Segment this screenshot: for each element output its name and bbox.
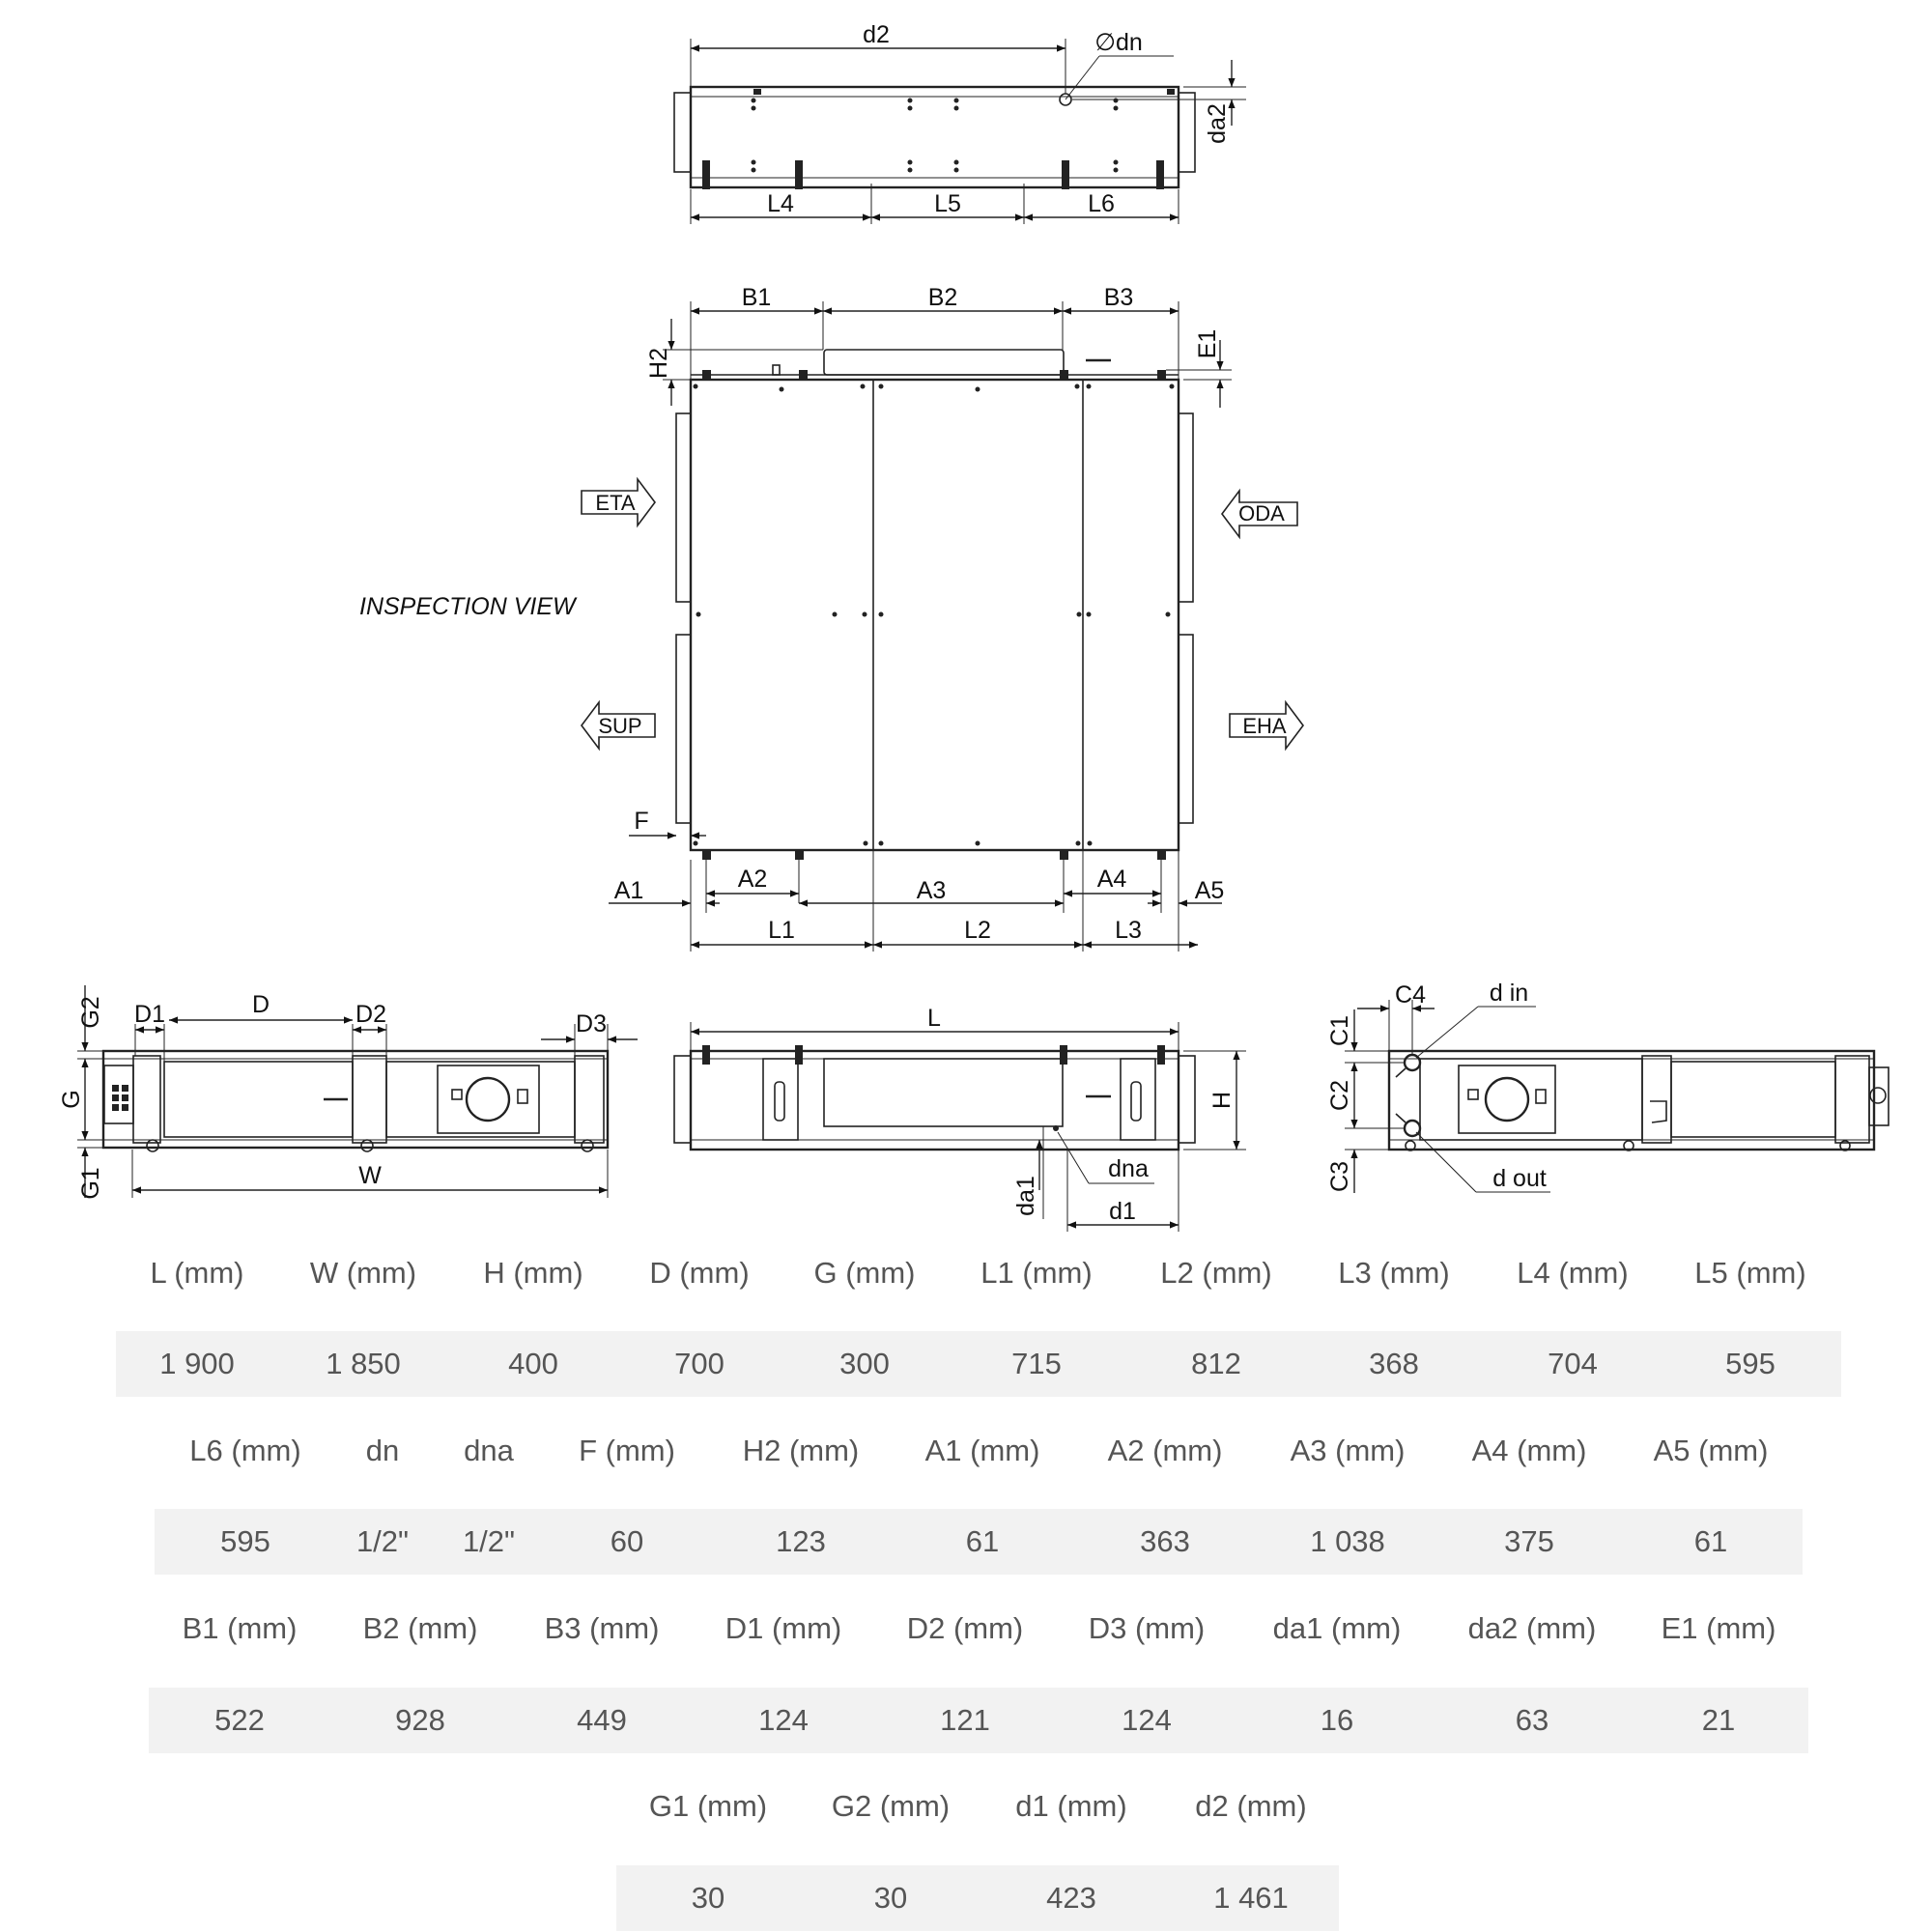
label-C1: C1: [1326, 1015, 1353, 1046]
header-cell: A3 (mm): [1290, 1434, 1406, 1467]
label-L1: L1: [768, 917, 795, 944]
label-B1: B1: [741, 284, 772, 311]
table-value-row-1: [116, 1331, 1841, 1397]
label-C3: C3: [1326, 1161, 1353, 1192]
label-D3: D3: [576, 1010, 607, 1037]
header-cell: d2 (mm): [1195, 1789, 1307, 1823]
label-d-in: d in: [1489, 980, 1529, 1007]
value-cell: 449: [577, 1703, 627, 1737]
header-cell: A2 (mm): [1107, 1434, 1223, 1467]
inspection-view: [359, 284, 1303, 952]
header-cell: E1 (mm): [1661, 1611, 1776, 1645]
header-cell: L2 (mm): [1160, 1256, 1272, 1290]
value-cell: 595: [220, 1524, 270, 1558]
label-D2: D2: [355, 1001, 386, 1028]
label-da1: da1: [1012, 1176, 1039, 1216]
value-cell: 715: [1011, 1347, 1062, 1380]
value-cell: 928: [395, 1703, 445, 1737]
label-A4: A4: [1096, 866, 1127, 893]
header-cell: L (mm): [150, 1256, 244, 1290]
value-cell: 30: [873, 1881, 908, 1915]
header-cell: dn: [365, 1434, 400, 1467]
header-cell: da1 (mm): [1272, 1611, 1402, 1645]
table-value-row-4: [616, 1865, 1339, 1931]
label-d1: d1: [1109, 1198, 1136, 1225]
label-G1: G1: [77, 1167, 104, 1200]
header-cell: F (mm): [579, 1434, 675, 1467]
table-header-row-3: [0, 1602, 1932, 1660]
label-B3: B3: [1103, 284, 1134, 311]
header-cell: W (mm): [309, 1256, 417, 1290]
value-cell: 1/2": [355, 1524, 410, 1558]
table-header-row-2: [0, 1424, 1932, 1482]
table-header-row-4: [0, 1779, 1932, 1837]
label-L4: L4: [767, 190, 794, 217]
label-H: H: [1208, 1091, 1236, 1110]
value-cell: 400: [508, 1347, 558, 1380]
label-dn: ∅dn: [1094, 29, 1143, 56]
header-cell: A1 (mm): [924, 1434, 1040, 1467]
label-G2: G2: [77, 996, 104, 1029]
label-C4: C4: [1395, 981, 1426, 1009]
value-cell: 61: [1693, 1524, 1728, 1558]
value-cell: 63: [1515, 1703, 1549, 1737]
value-cell: 363: [1140, 1524, 1190, 1558]
header-cell: L4 (mm): [1517, 1256, 1629, 1290]
value-cell: 16: [1320, 1703, 1354, 1737]
header-cell: D2 (mm): [906, 1611, 1024, 1645]
header-cell: L1 (mm): [980, 1256, 1093, 1290]
label-D: D: [251, 991, 270, 1018]
left-side-view: [58, 985, 638, 1200]
header-cell: d1 (mm): [1015, 1789, 1127, 1823]
label-A3: A3: [916, 877, 947, 904]
header-cell: A4 (mm): [1471, 1434, 1587, 1467]
header-cell: H2 (mm): [742, 1434, 860, 1467]
flow-eta: ETA: [595, 491, 636, 515]
header-cell: D3 (mm): [1088, 1611, 1206, 1645]
header-cell: G1 (mm): [648, 1789, 768, 1823]
value-cell: 375: [1504, 1524, 1554, 1558]
header-cell: G (mm): [813, 1256, 916, 1290]
header-cell: L5 (mm): [1694, 1256, 1806, 1290]
value-cell: 124: [758, 1703, 809, 1737]
header-cell: L3 (mm): [1338, 1256, 1450, 1290]
flow-sup: SUP: [598, 714, 642, 738]
value-cell: 1 038: [1310, 1524, 1385, 1558]
label-A2: A2: [737, 866, 768, 893]
label-H2: H2: [645, 348, 672, 379]
header-cell: L6 (mm): [189, 1434, 301, 1467]
header-cell: B1 (mm): [182, 1611, 298, 1645]
value-cell: 595: [1725, 1347, 1776, 1380]
header-cell: D1 (mm): [724, 1611, 842, 1645]
value-cell: 812: [1191, 1347, 1241, 1380]
value-cell: 1 900: [159, 1347, 235, 1380]
label-W: W: [358, 1162, 382, 1189]
header-cell: da2 (mm): [1467, 1611, 1597, 1645]
label-d-out: d out: [1492, 1165, 1547, 1192]
header-cell: G2 (mm): [831, 1789, 951, 1823]
value-cell: 300: [839, 1347, 890, 1380]
table-value-row-2: [155, 1509, 1803, 1575]
header-cell: B3 (mm): [544, 1611, 660, 1645]
table-header-row-1: [0, 1246, 1932, 1304]
label-G: G: [58, 1090, 85, 1109]
flow-eha: EHA: [1242, 714, 1287, 738]
label-L3: L3: [1115, 917, 1142, 944]
header-cell: dna: [464, 1434, 514, 1467]
label-L: L: [927, 1005, 941, 1032]
header-cell: D (mm): [649, 1256, 750, 1290]
value-cell: 61: [965, 1524, 1000, 1558]
value-cell: 1/2": [462, 1524, 516, 1558]
label-A1: A1: [613, 877, 644, 904]
value-cell: 30: [691, 1881, 725, 1915]
value-cell: 21: [1701, 1703, 1736, 1737]
table-value-row-3: [149, 1688, 1808, 1753]
value-cell: 423: [1046, 1881, 1096, 1915]
value-cell: 121: [940, 1703, 990, 1737]
flow-oda: ODA: [1238, 501, 1285, 526]
value-cell: 522: [214, 1703, 265, 1737]
header-cell: A5 (mm): [1653, 1434, 1769, 1467]
value-cell: 1 850: [326, 1347, 401, 1380]
header-cell: B2 (mm): [362, 1611, 478, 1645]
value-cell: 700: [674, 1347, 724, 1380]
label-d2: d2: [863, 21, 890, 48]
front-view: [674, 1005, 1246, 1232]
label-C2: C2: [1326, 1080, 1353, 1111]
label-L6: L6: [1088, 190, 1115, 217]
label-A5: A5: [1194, 877, 1225, 904]
value-cell: 368: [1369, 1347, 1419, 1380]
right-side-view: [1326, 980, 1889, 1193]
label-E1: E1: [1194, 328, 1221, 359]
value-cell: 704: [1548, 1347, 1598, 1380]
top-view: [674, 21, 1246, 224]
label-dna: dna: [1108, 1155, 1149, 1182]
label-L2: L2: [964, 917, 991, 944]
header-cell: H (mm): [483, 1256, 583, 1290]
inspection-view-title: INSPECTION VIEW: [359, 593, 576, 620]
label-L5: L5: [934, 190, 961, 217]
label-F: F: [634, 808, 649, 835]
value-cell: 60: [610, 1524, 644, 1558]
value-cell: 123: [776, 1524, 826, 1558]
value-cell: 1 461: [1213, 1881, 1289, 1915]
label-D1: D1: [134, 1001, 165, 1028]
label-da2: da2: [1204, 103, 1231, 144]
value-cell: 124: [1122, 1703, 1172, 1737]
label-B2: B2: [927, 284, 958, 311]
